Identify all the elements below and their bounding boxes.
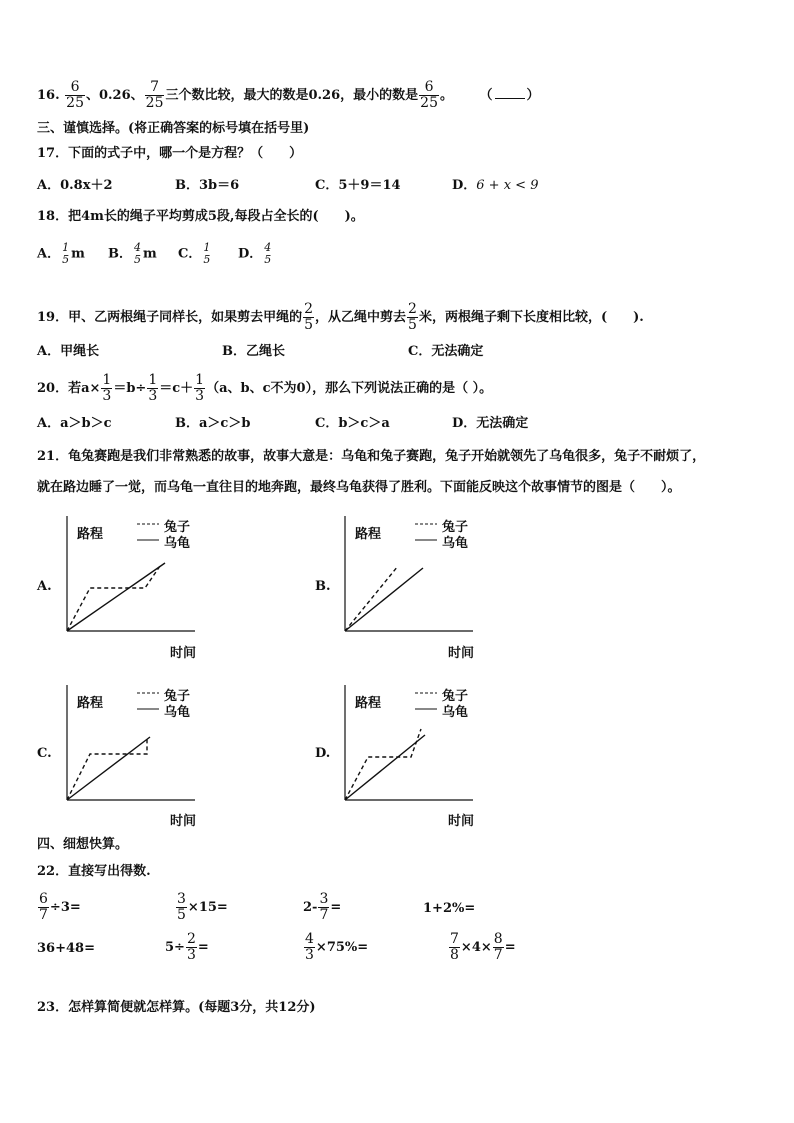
- q20-option-c[interactable]: C．b＞c＞a: [315, 416, 390, 431]
- turtle-line: [67, 563, 165, 631]
- graph-a-legend-rabbit: 兔子: [164, 520, 191, 535]
- calc-r1c2: $\frac{3}{5}$ ×15=: [177, 891, 228, 923]
- q17-option-c[interactable]: C．5＋9＝14: [315, 178, 401, 193]
- question-16: [37, 80, 540, 111]
- q18-option-d[interactable]: D． 4 5: [238, 241, 272, 266]
- graph-d-xlabel: 时间: [448, 814, 475, 829]
- q21-option-d-label[interactable]: D.: [315, 746, 331, 761]
- calc-r1c4: 1+2%=: [423, 901, 476, 916]
- graph-c-legend-rabbit: 兔子: [164, 689, 191, 704]
- fraction-2-5-b: $\frac{2}{5}$: [408, 301, 417, 333]
- graph-c-legend-turtle: 乌龟: [164, 705, 191, 720]
- graph-d-ylabel: 路程: [355, 696, 382, 711]
- graph-c-ylabel: 路程: [77, 696, 104, 711]
- question-22-stem: 22．直接写出得数.: [37, 864, 151, 879]
- q19-option-b[interactable]: B．乙绳长: [222, 344, 285, 359]
- question-17-stem: 17．下面的式子中，哪一个是方程？（ ）: [37, 146, 303, 161]
- turtle-line: [345, 735, 425, 800]
- fraction-1-3-a: $\frac{1}{3}$: [102, 372, 112, 404]
- q21-option-a-label[interactable]: A.: [37, 579, 52, 594]
- fraction-1-3-c: $\frac{1}{3}$: [195, 372, 205, 404]
- graph-b-ylabel: 路程: [355, 527, 382, 542]
- fraction-7-25: $\frac{7}{25}$: [145, 79, 164, 111]
- turtle-line: [345, 568, 423, 631]
- q20-option-b[interactable]: B．a＞c＞b: [175, 416, 251, 431]
- q19-option-a[interactable]: A．甲绳长: [37, 344, 100, 359]
- calc-r2c1: 36+48=: [37, 941, 95, 956]
- graph-b-legend-rabbit: 兔子: [442, 520, 469, 535]
- q21-option-b-label[interactable]: B.: [315, 579, 331, 594]
- q16-number: 16.: [37, 88, 60, 103]
- q16-text: 三个数比较，最大的数是0.26，最小的数是: [165, 88, 419, 103]
- calc-r2c2: 5÷ $\frac{2}{3}$ =: [165, 931, 209, 963]
- question-23-stem: 23．怎样算简便就怎样算。(每题3分，共12分): [37, 1000, 316, 1015]
- q20-option-d[interactable]: D．无法确定: [452, 416, 529, 431]
- graph-a-ylabel: 路程: [77, 527, 104, 542]
- graph-c-xlabel: 时间: [170, 814, 197, 829]
- fraction-6-25: $\frac{6}{25}$: [66, 79, 84, 111]
- q16-separator: 、0.26、: [85, 88, 144, 103]
- fraction-6-25-b: $\frac{6}{25}$: [420, 79, 438, 111]
- fraction-2-5: $\frac{2}{5}$: [304, 301, 314, 333]
- calc-r1c3: 2- $\frac{3}{7}$ =: [303, 891, 342, 923]
- section-4-heading: 四、细想快算。: [37, 837, 129, 852]
- calc-r2c3: $\frac{4}{3}$ ×75%=: [305, 931, 369, 963]
- q16-paren-close: ）: [526, 88, 540, 103]
- q16-paren-open: （: [479, 88, 493, 103]
- graph-b-legend-turtle: 乌龟: [442, 536, 469, 551]
- graph-d-legend-rabbit: 兔子: [442, 689, 469, 704]
- rabbit-line: [345, 729, 421, 800]
- answer-blank-16[interactable]: [495, 86, 525, 99]
- turtle-line: [67, 737, 150, 800]
- q17-option-d-math: 6 + x < 9: [476, 178, 539, 193]
- question-20-stem: 20．若a× $\frac{1}{3}$ ＝b÷ $\frac{1}{3}$ ＝c＋ $\frac{1}{3}$ （a、b、c不为0），那么下列说法正确的是（ ）。: [37, 372, 493, 404]
- calc-r1c1: $\frac{6}{7}$ ÷3=: [39, 891, 81, 923]
- q17-option-a[interactable]: A．0.8x＋2: [37, 178, 113, 193]
- section-3-heading: 三、谨慎选择。(将正确答案的标号填在括号里): [37, 121, 310, 136]
- q20-option-a[interactable]: A．a＞b＞c: [37, 416, 112, 431]
- calc-r2c4: $\frac{7}{8}$ ×4× $\frac{8}{7}$ =: [450, 931, 516, 963]
- q18-option-c[interactable]: C． 1 5: [178, 241, 211, 266]
- question-21-line-2: 就在路边睡了一觉，而乌龟一直往目的地奔跑，最终乌龟获得了胜利。下面能反映这个故事情节的图是（ ）。: [37, 480, 681, 495]
- q16-end: 。: [439, 88, 453, 103]
- graph-b-xlabel: 时间: [448, 646, 475, 661]
- question-19-stem: 19．甲、乙两根绳子同样长，如果剪去甲绳的 $\frac{2}{5}$ ，从乙绳中剪去 $\frac{2}{5}$ 米，两根绳子剩下长度相比较，( ).: [37, 301, 644, 333]
- graph-a-xlabel: 时间: [170, 646, 197, 661]
- q19-option-c[interactable]: C．无法确定: [408, 344, 484, 359]
- q18-option-b[interactable]: B． 4 5 m: [108, 241, 157, 266]
- fraction-1-3-b: $\frac{1}{3}$: [148, 372, 158, 404]
- q17-option-b[interactable]: B．3b＝6: [175, 178, 240, 193]
- graph-d-legend-turtle: 乌龟: [442, 705, 469, 720]
- rabbit-line: [345, 566, 398, 631]
- q17-option-d[interactable]: D．6 + x < 9: [452, 178, 539, 193]
- q18-option-a[interactable]: A． 1 5 m: [37, 241, 85, 266]
- graph-a-legend-turtle: 乌龟: [164, 536, 191, 551]
- question-18-stem: 18．把4m长的绳子平均剪成5段,每段占全长的( )。: [37, 209, 364, 224]
- q21-option-c-label[interactable]: C.: [37, 746, 52, 761]
- question-21-line-1: 21．龟兔赛跑是我们非常熟悉的故事，故事大意是：乌龟和兔子赛跑，兔子开始就领先了乌龟很多，兔子不耐烦了，: [37, 449, 706, 464]
